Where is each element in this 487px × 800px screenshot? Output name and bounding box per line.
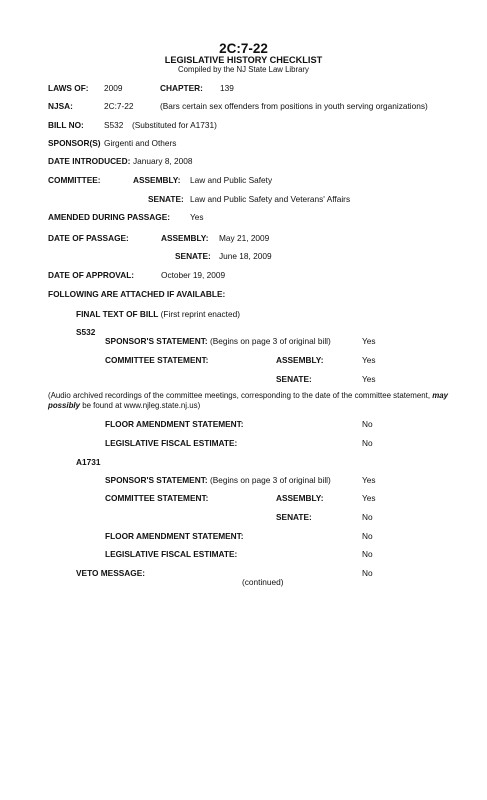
veto-label: VETO MESSAGE:: [76, 568, 146, 578]
njsa-label: NJSA:: [48, 101, 73, 111]
passage-assembly-label: ASSEMBLY:: [161, 233, 209, 243]
committee-senate-label: SENATE:: [148, 194, 184, 204]
passage-assembly-value: May 21, 2009: [219, 233, 270, 243]
committee-assembly-label: ASSEMBLY:: [133, 175, 181, 185]
sponsor-value: Girgenti and Others: [104, 138, 177, 148]
audio-note: [48, 391, 476, 411]
a1731-sponsor-value: Yes: [362, 475, 376, 485]
s532-sponsor-label: SPONSOR'S STATEMENT:: [105, 336, 208, 346]
date-of-passage-label: DATE OF PASSAGE:: [48, 233, 129, 243]
bill-no-value: S532: [104, 120, 124, 130]
s532-floor-value: No: [362, 419, 373, 429]
date-of-approval-label: DATE OF APPROVAL:: [48, 270, 135, 280]
final-text-note: (First reprint enacted): [160, 309, 240, 319]
final-text-line: [76, 310, 240, 318]
a1731-floor-value: No: [362, 531, 373, 541]
date-introduced-value: January 8, 2008: [133, 156, 193, 166]
committee-assembly-value: Law and Public Safety: [190, 175, 273, 185]
s532-fiscal-label: LEGISLATIVE FISCAL ESTIMATE:: [105, 438, 238, 448]
committee-label: COMMITTEE:: [48, 175, 101, 185]
a1731-sponsor-line: [105, 476, 331, 484]
laws-of-value: 2009: [104, 83, 123, 93]
veto-value: No: [362, 568, 373, 578]
s532-assembly-label: ASSEMBLY:: [276, 355, 324, 365]
s532-floor-label: FLOOR AMENDMENT STATEMENT:: [105, 419, 244, 429]
audio-note-text-end: be found at www.njleg.state.nj.us): [80, 401, 201, 410]
a1731-assembly-value: Yes: [362, 493, 376, 503]
final-text-label: FINAL TEXT OF BILL: [76, 309, 159, 319]
compiled-by: Compiled by the NJ State Law Library: [178, 65, 309, 74]
s532-senate-label: SENATE:: [276, 374, 312, 384]
laws-of-label: LAWS OF:: [48, 83, 89, 93]
s532-committee-label: COMMITTEE STATEMENT:: [105, 355, 209, 365]
a1731-fiscal-value: No: [362, 549, 373, 559]
a1731-senate-label: SENATE:: [276, 512, 312, 522]
a1731-floor-label: FLOOR AMENDMENT STATEMENT:: [105, 531, 244, 541]
a1731-sponsor-label: SPONSOR'S STATEMENT:: [105, 475, 208, 485]
chapter-value: 139: [220, 83, 234, 93]
continued-note: (continued): [242, 577, 284, 587]
bill-no-note: (Substituted for A1731): [132, 120, 217, 130]
a1731-heading: A1731: [76, 457, 101, 467]
chapter-label: CHAPTER:: [160, 83, 203, 93]
committee-senate-value: Law and Public Safety and Veterans' Affairs: [190, 194, 351, 204]
amended-label: AMENDED DURING PASSAGE:: [48, 212, 171, 222]
statute-code: 2C:7-22: [219, 41, 268, 56]
passage-senate-value: June 18, 2009: [219, 251, 272, 261]
a1731-sponsor-note: (Begins on page 3 of original bill): [209, 475, 331, 485]
attachments-heading: FOLLOWING ARE ATTACHED IF AVAILABLE:: [48, 289, 226, 299]
audio-note-text: (Audio archived recordings of the committee meetings, corresponding to the date of the committee statement,: [48, 391, 433, 400]
a1731-committee-label: COMMITTEE STATEMENT:: [105, 493, 209, 503]
bill-no-label: BILL NO:: [48, 120, 84, 130]
s532-heading: S532: [76, 327, 96, 337]
passage-senate-label: SENATE:: [175, 251, 211, 261]
checklist-title: LEGISLATIVE HISTORY CHECKLIST: [164, 55, 323, 65]
audio-note-emphasis: may possibly: [48, 391, 449, 410]
sponsor-label: SPONSOR(S): [48, 138, 101, 148]
s532-senate-value: Yes: [362, 374, 376, 384]
a1731-fiscal-label: LEGISLATIVE FISCAL ESTIMATE:: [105, 549, 238, 559]
date-introduced-label: DATE INTRODUCED:: [48, 156, 131, 166]
date-of-approval-value: October 19, 2009: [161, 270, 226, 280]
amended-value: Yes: [190, 212, 204, 222]
s532-assembly-value: Yes: [362, 355, 376, 365]
s532-fiscal-value: No: [362, 438, 373, 448]
s532-sponsor-value: Yes: [362, 336, 376, 346]
s532-sponsor-line: [105, 337, 331, 345]
s532-sponsor-note: (Begins on page 3 of original bill): [209, 336, 331, 346]
a1731-assembly-label: ASSEMBLY:: [276, 493, 324, 503]
a1731-senate-value: No: [362, 512, 373, 522]
njsa-description: (Bars certain sex offenders from positions in youth serving organizations): [160, 101, 428, 111]
njsa-value: 2C:7-22: [104, 101, 134, 111]
